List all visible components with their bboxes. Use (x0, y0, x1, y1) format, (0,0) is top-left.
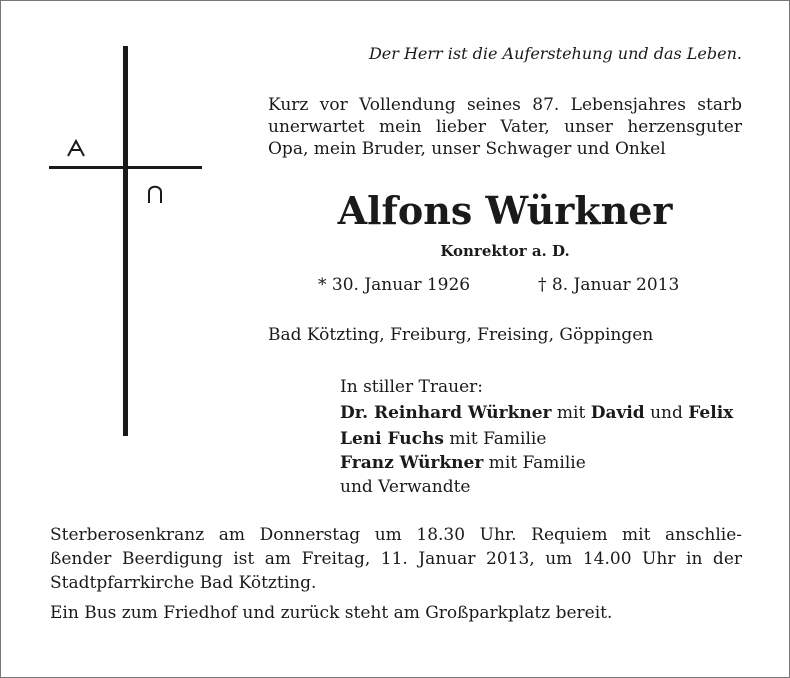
alpha-symbol-icon (66, 138, 86, 158)
service-line-3: Stadtpfarrkirche Bad Kötzting. (50, 573, 317, 593)
mourner-name: Dr. Reinhard Würkner (340, 403, 552, 423)
omega-symbol-icon (146, 184, 164, 204)
mourners-heading: In stiller Trauer: (340, 377, 483, 397)
mourner-line-4: und Verwandte (340, 477, 471, 497)
mourner-line-3: Franz Würkner mit Familie (340, 453, 586, 473)
mourner-line-2: Leni Fuchs mit Familie (340, 429, 547, 449)
cross-horizontal-beam (49, 166, 202, 169)
bus-note: Ein Bus zum Friedhof und zurück steht am Großparkplatz bereit. (50, 603, 613, 623)
service-line-2: ßender Beerdigung ist am Freitag, 11. Januar 2013, um 14.00 Uhr in der (50, 549, 742, 569)
intro-line-3: Opa, mein Bruder, unser Schwager und Onkel (268, 139, 666, 159)
mourner-name: Felix (688, 403, 734, 423)
mourner-name: Leni Fuchs (340, 429, 444, 449)
deceased-name: Alfons Würkner (337, 188, 673, 233)
cross-vertical-beam (123, 46, 128, 436)
bible-verse: Der Herr ist die Auferstehung und das Leben. (368, 44, 742, 63)
places-of-life: Bad Kötzting, Freiburg, Freising, Göppingen (268, 325, 654, 345)
intro-line-2: unerwartet mein lieber Vater, unser herzensguter (268, 117, 742, 137)
service-line-1: Sterberosenkranz am Donnerstag um 18.30 Uhr. Requiem mit anschlie- (50, 525, 742, 545)
birth-date: * 30. Januar 1926 (318, 275, 471, 295)
intro-line-1: Kurz vor Vollendung seines 87. Lebensjahres starb (268, 95, 742, 115)
mourner-name: David (590, 403, 645, 423)
deceased-title: Konrektor a. D. (440, 242, 570, 260)
death-date: † 8. Januar 2013 (538, 275, 680, 295)
mourner-name: Franz Würkner (340, 453, 484, 473)
mourner-line-1: Dr. Reinhard Würkner mit David und Felix (340, 403, 734, 423)
